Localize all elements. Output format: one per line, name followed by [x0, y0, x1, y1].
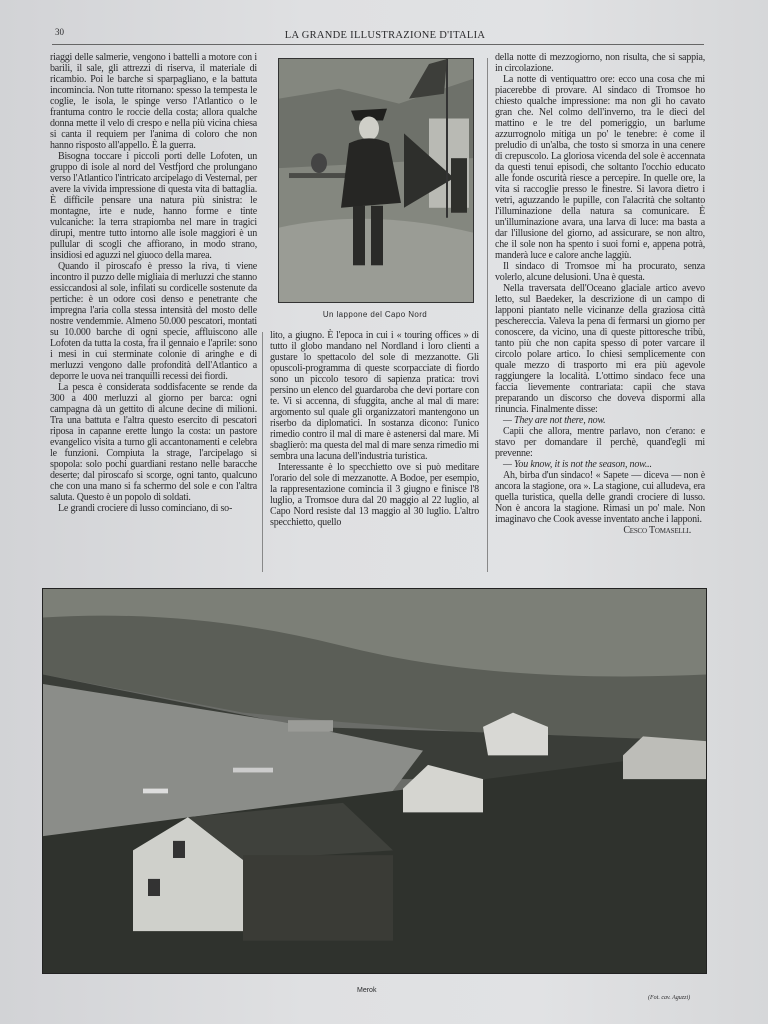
- author-signature: Cesco Tomaselli.: [623, 525, 691, 536]
- article-column-3: [495, 52, 705, 536]
- paragraph: Capii che allora, mentre parlavo, non c'erano: e stavo per domandare il perchè, quand'egli mi prevenne:: [495, 426, 705, 459]
- dialogue-line: — You know, it is not the season, now...: [503, 459, 652, 470]
- photo-caption: Un lappone del Capo Nord: [322, 310, 428, 319]
- column-divider: [487, 58, 488, 572]
- photo-caption: Merok: [357, 987, 377, 994]
- photo-credit: (Fot. cav. Aguzzi): [648, 995, 691, 1001]
- paragraph: lito, a giugno. È l'epoca in cui i « touring offices » di tutto il globo mandano nel Nordland i loro clienti a gustare lo spettacolo del sole di mezzanotte. Gli opuscoli-programma di queste scorpacciate di fiordo sono un piccolo tesoro di sapienza pratica: trovi persino un elenco del guardaroba che devi portare con te. Vi si accenna, di sfuggita, anche al mal di mare: argomento sul quale gli organizzatori mantengono un riserbo da diplomatici. In sostanza dicono: l'unico rimedio contro il mal di mare è astenersi dal mare. Mi sbaglierò: ma questa del mal di mare senza rimedio mi sembra una lacuna dell'industria turistica.: [270, 330, 479, 462]
- column-divider: [262, 332, 263, 572]
- paragraph: La pesca è considerata soddisfacente se rende da 300 a 400 merluzzi al giorno per barca: ogni campagna dà un gettito di alcune decine di milioni. Tra una battuta e l'altra questo esercito di pescatori riposa in capanne erette lungo la costa: un pastore evangelico visita a turno gli accantonamenti e celebra le funzioni. Compiuta la strage, l'arcipelago si spopola: solo pochi guardiani restano nelle baracche deserte; dal piroscafo si scorge, ogni tanto, qualcuno che con una mano si fa schermo del sole e con l'altra saluta. Questo è un popolo di soldati.: [50, 382, 257, 503]
- paragraph: Il sindaco di Tromsoe mi ha procurato, senza volerlo, alcune delusioni. Una è questa.: [495, 261, 705, 283]
- paragraph: della notte di mezzogiorno, non risulta, che si sappia, in circolazione.: [495, 52, 705, 74]
- dialogue-line: — They are not there, now.: [503, 415, 606, 426]
- article-column-1: [50, 52, 257, 514]
- paragraph: La notte di ventiquattro ore: ecco una cosa che mi piacerebbe di provare. Al sindaco di Tromsoe ho chiesto qualche impressione: ma non gli ho cavato gran che. Nel colmo dell'inverno, tra le dieci del mattino e le tre del pomeriggio, un barlume azzurrognolo mitiga un po' le tenebre: è come il preludio di un'alba, che tosto si smorza in una cenere di crepuscolo. La gloriosa vicenda del sole è accennata da questi tenui episodi, che soltanto l'occhio educato alle fonde oscurità riesce a percepire. In quelle ore, la vita si raccoglie presso le finestre. Si lavora dietro i vetri, aguzzando le pupille, con l'alacrità che soltanto l'illuminazione della natura sa comunicare. È un'illuminazione avara, una larva di luce: ma basta a dar l'illusione del giorno, ad assicurare, se non altro, che il sole non ha spento i suoi forni e, appena potrà, manderà luce e calore anche laggiù.: [495, 74, 705, 261]
- photo-lapp-man: [278, 58, 474, 303]
- paragraph: riaggi delle salmerie, vengono i battelli a motore con i barili, il sale, gli attrezzi di riserva, il materiale di ricambio. Poi le barche si sparpagliano, e la battuta incomincia. Non tutte ritornano: spesso la tempesta le coglie, le isola, le spinge verso l'Atlantico o le frantuma contro le roccie della costa; allora qualche donna mette il velo di crespo e nella più vicina chiesa si canta il requiem per l'anima di coloro che non hanno risposto all'appello. È la guerra.: [50, 52, 257, 151]
- header-rule: [52, 44, 704, 45]
- magazine-title: LA GRANDE ILLUSTRAZIONE D'ITALIA: [284, 30, 486, 41]
- paragraph: Bisogna toccare i piccoli porti delle Lofoten, un gruppo di isole al nord del Vestfjord che prolungano verso l'Atlantico l'intricato arcipelago di Vesternal, per avere la vivida impressione di questa vita di battaglia. È difficile pensare una natura più sinistra: le montagne, irte e nude, hanno forme e tinte vulcaniche: la terra strapiomba nel mare in tragici dirupi, mentre tutto intorno alle isole maggiori è un pullular di scogli che affiorano, in modo strano, insidiosi ed aguzzi nel giuoco della marea.: [50, 151, 257, 261]
- paragraph: Ah, birba d'un sindaco! « Sapete — diceva — non è ancora la stagione, ora ». La stagione, cui alludeva, era quella turistica, quella delle grandi crociere di lusso. Non è ancora la stagione. Rimasi un po' male. Non imaginavo che Cook avesse inventato anche i lapponi.: [495, 470, 705, 525]
- paragraph: Quando il piroscafo è presso la riva, ti viene incontro il puzzo delle migliaia di merluzzi che stanno essiccandosi al sole, infilati su cordicelle sostenute da pertiche: è un odore così denso e penetrante che impregna l'aria colla stessa intensità del mosto delle nostre vendemmie. Almeno 50.000 pescatori, montati su 10.000 barche di ogni specie, affluiscono alle Lofoten da tutta la costa, fra il gennaio e l'aprile: sono i mesi in cui sterminate colonie di aringhe e di merluzzi vengono dalle profondità dell'Atlantico a deporre le uova nei tranquilli recessi dei fiordi.: [50, 261, 257, 382]
- article-column-2: [270, 330, 479, 528]
- paragraph: Nella traversata dell'Oceano glaciale artico avevo letto, sul Baedeker, la descrizione di un campo di lapponi piantato nelle vicinanze della graziosa città peschereccia. Valeva la pena di fermarsi un giorno per conoscere, da vicino, una di queste pittoresche tribù, tanto più che non capita spesso di poter varcare il circolo polare artico. Io chiesi semplicemente con quale mezzo di trasporto mi era più agevole raggiungere la località. L'ottimo sindaco fece una faccia lievemente contrariata: capii che stava preparando un discorso che doveva dispormi alla rinuncia. Finalmente disse:: [495, 283, 705, 415]
- paragraph: Le grandi crociere di lusso cominciano, di so-: [58, 503, 233, 514]
- page-number: 30: [55, 27, 64, 37]
- paragraph: Interessante è lo specchietto ove si può meditare l'orario del sole di mezzanotte. A Bodoe, per esempio, la rappresentazione comincia il 3 giugno e finisce l'8 luglio, a Tromsoe dura dal 20 maggio al 22 luglio, al Capo Nord resiste dal 13 maggio al 30 luglio. L'altro specchietto, quello: [270, 462, 479, 528]
- photo-merok-fjord: [42, 588, 707, 974]
